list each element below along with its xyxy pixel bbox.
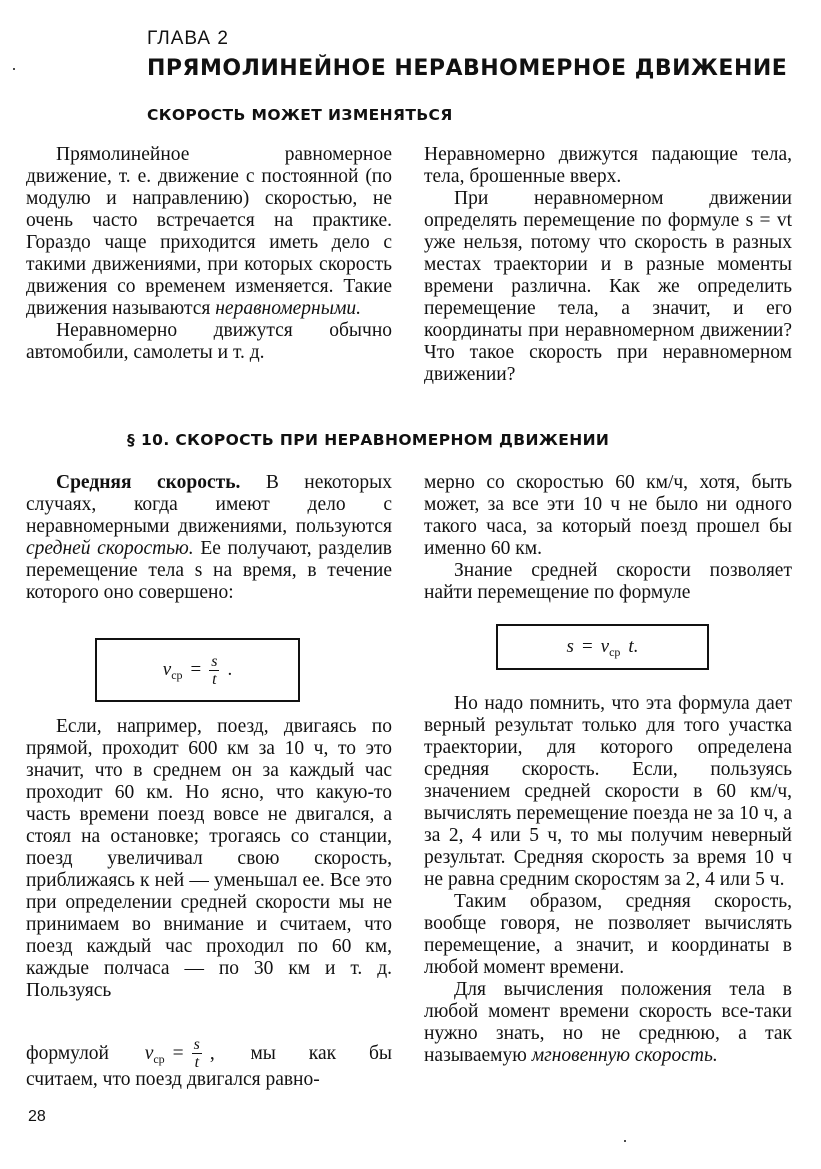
paragraph: Прямолинейное равномерное движение, т. е. движение с постоянной (по модулю и направлению) скоростью, не очень часто встречается на практике. Гораздо чаще приходится иметь дело с такими движениями, при которых скорость движения со временем изменяется. Такие движения называются неравномерными. [26, 144, 392, 319]
section1-left-column [26, 144, 392, 364]
section-title-paragraph-10: § 10. СКОРОСТЬ ПРИ НЕРАВНОМЕРНОМ ДВИЖЕНИИ [127, 431, 610, 449]
section1-right-column [424, 144, 792, 386]
paragraph: считаем, что поезд двигался равно- [26, 1069, 320, 1090]
paragraph: При неравномерном движении определять перемещение по формуле s = vt уже нельзя, потому что скорость в разных местах траектории и в разные моменты времени различна. Как же определить перемещение тела, а значит, и его координаты при неравномерном движении? Что такое скорость при неравномерном движении? [424, 188, 792, 385]
formula-box-displacement [496, 624, 709, 670]
formula-box-average-speed [95, 638, 300, 702]
paragraph: Таким образом, средняя скорость, вообще говоря, не позволяет вычислять перемещение, а значит, и координаты в любой момент времени. [424, 891, 792, 978]
paragraph: Но надо помнить, что эта формула дает верный результат только для того участка траектории, для которого определена средняя скорость. Если, пользуясь значением средней скорости в 60 км/ч, вычислять перемещение поезда не за 10 ч, а за 2, 4 или 5 ч, то мы получим неверный результат. Средняя скорость за время 10 ч не равна средним скоростям за 2, 4 или 5 ч. [424, 693, 792, 890]
paragraph: Для вычисления положения тела в любой момент времени скорость все-таки нужно знать, но не среднюю, а так называемую мгновенную скорость. [424, 979, 792, 1066]
formula-displacement: s = $v_{ср}$ t. [566, 636, 639, 659]
inline-formula-average-speed: $v_{ср}$ = $\frac{s}{t}$ , [144, 1036, 215, 1071]
italic-term: средней скоростью. [26, 538, 194, 559]
section2-left-column [26, 472, 392, 604]
section2-left-column-cont [26, 716, 392, 1002]
chapter-label: ГЛАВА 2 [147, 28, 229, 49]
paragraph: Средняя скорость. В некоторых случаях, когда имеют дело с неравномерными движениями, пользуются средней скоростью. Ее получают, разделив перемещение тела s на время, в течение которого оно совершено: [26, 472, 392, 603]
section2-right-column-cont [424, 693, 792, 1067]
paragraph: Неравномерно движутся обычно автомобили, самолеты и т. д. [26, 320, 392, 363]
fraction: $\frac{s}{t}$ [211, 652, 218, 688]
italic-term: неравномерными. [215, 298, 362, 319]
section-title-speed-changes: СКОРОСТЬ МОЖЕТ ИЗМЕНЯТЬСЯ [147, 106, 453, 124]
italic-term: мгновенную скорость. [531, 1045, 718, 1066]
inline-formula-line: формулой $v_{ср}$ = $\frac{s}{t}$ , мы как бы [26, 1036, 392, 1071]
paragraph: Неравномерно движутся падающие тела, тела, брошенные вверх. [424, 144, 792, 187]
section2-left-column-end [26, 1069, 392, 1091]
paragraph: мерно со скоростью 60 км/ч, хотя, быть может, за все эти 10 ч не было ни одного такого часа, за который поезд прошел бы именно 60 км. [424, 472, 792, 559]
paragraph: Знание средней скорости позволяет найти перемещение по формуле [424, 560, 792, 603]
chapter-title: ПРЯМОЛИНЕЙНОЕ НЕРАВНОМЕРНОЕ ДВИЖЕНИЕ [147, 56, 788, 81]
section2-right-column [424, 472, 792, 604]
formula-average-speed: $v_{ср}$ = $\frac{s}{t}$ . [162, 652, 233, 688]
page-number: 28 [28, 1108, 46, 1125]
lead-term: Средняя скорость. [56, 472, 241, 493]
paragraph: Если, например, поезд, двигаясь по прямой, проходит 600 км за 10 ч, то это значит, что в среднем он за каждый час проходит 60 км. Но ясно, что какую-то часть времени поезд вовсе не двигался, а стоял на остановке; трогаясь со станции, поезд увеличивал свою скорость, приближаясь к ней — уменьшал ее. Все это при определении средней скорости мы не принимаем во внимание и считаем, что поезд каждый час проходил по 60 км, каждые полчаса — по 30 км и т. д. Пользуясь [26, 716, 392, 1001]
speck [13, 68, 15, 70]
speck [624, 1140, 626, 1142]
